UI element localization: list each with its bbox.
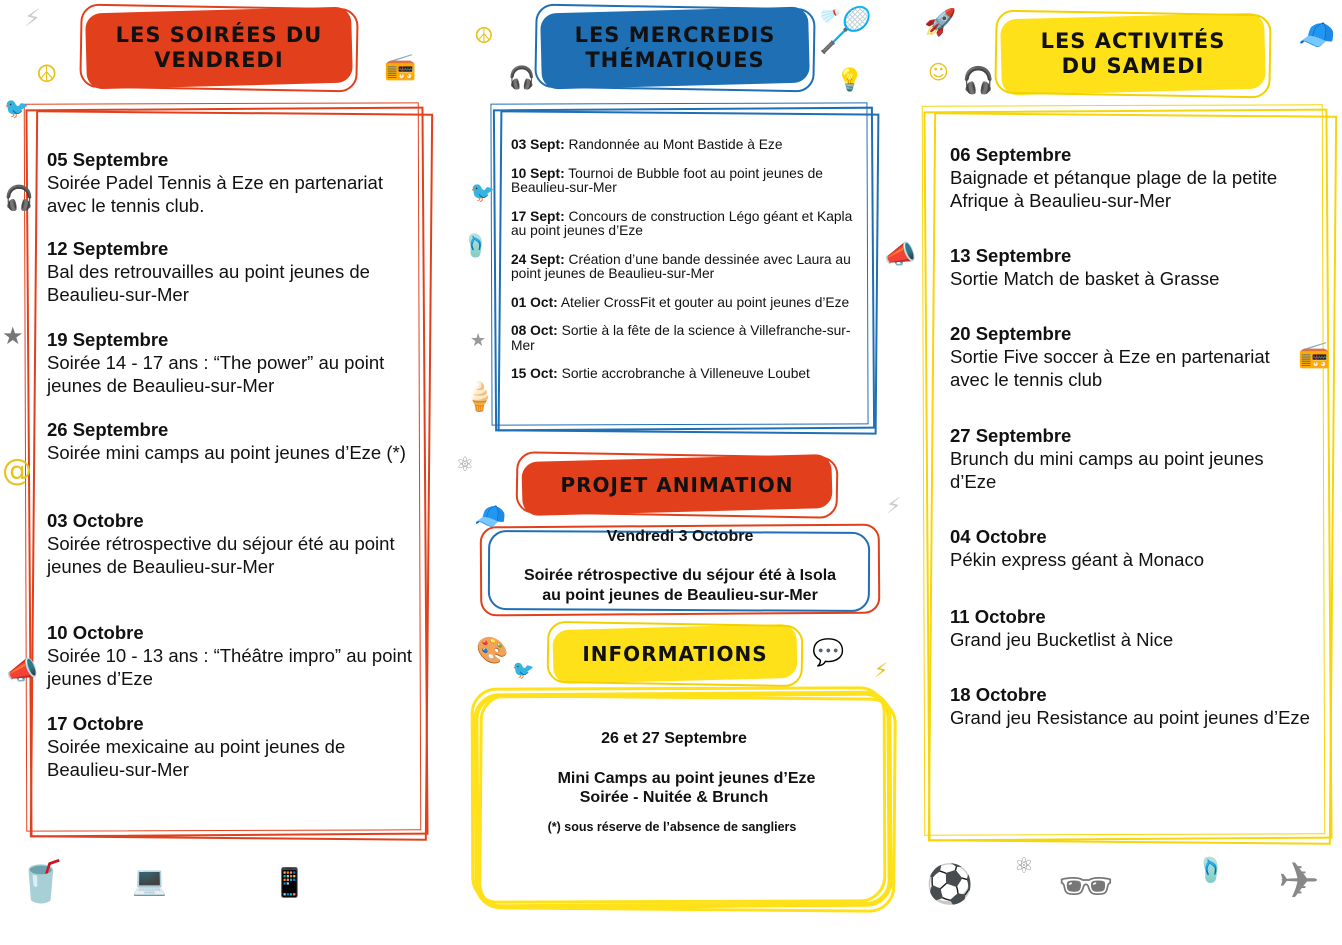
saturday-entry	[950, 424, 1310, 493]
entry-desc: Soirée rétrospective du séjour été au point jeunes de Beaulieu-sur-Mer	[47, 533, 395, 577]
friday-entry	[47, 328, 415, 397]
bird-icon: 🐦	[512, 660, 535, 681]
friday-entry	[47, 509, 415, 578]
friday-entry	[47, 237, 415, 306]
entry-desc: Baignade et pétanque plage de la petite Afrique à Beaulieu-sur-Mer	[950, 167, 1278, 211]
entry-desc: Bal des retrouvailles au point jeunes de Beaulieu-sur-Mer	[47, 261, 370, 305]
entry-date: 19 Septembre	[47, 329, 169, 350]
headphones-icon: 🎧	[4, 184, 34, 212]
wednesday-title-line2: THÉMATIQUES	[585, 48, 765, 72]
entry-date: 17 Octobre	[47, 713, 144, 734]
informations-line2: Soirée - Nuitée & Brunch	[579, 789, 769, 806]
informations-date: 26 et 27 Septembre	[601, 730, 747, 747]
plane-icon: ✈	[1278, 852, 1320, 910]
entry-date: 17 Sept:	[511, 208, 565, 224]
star-icon: ★	[2, 322, 24, 350]
entry-desc: Sortie Match de basket à Grasse	[950, 268, 1220, 289]
entry-desc: Soirée mini camps au point jeunes d’Eze (*)	[47, 442, 406, 463]
entry-date: 27 Septembre	[950, 425, 1072, 446]
entry-date: 13 Septembre	[950, 245, 1072, 266]
at-icon: @	[2, 453, 32, 488]
wednesday-entry	[511, 324, 861, 353]
entry-desc: Grand jeu Resistance au point jeunes d’Eze	[950, 707, 1310, 728]
informations-line1: Mini Camps au point jeunes d’Eze	[557, 770, 816, 787]
wednesday-entry	[511, 138, 861, 153]
radio-icon: 📻	[384, 52, 417, 82]
cap-icon: 🧢	[1298, 18, 1336, 53]
bird-icon: 🐦	[4, 96, 29, 120]
informations-title: INFORMATIONS	[582, 642, 768, 666]
icecream-icon: 🍦	[462, 380, 497, 413]
saturday-title-line1: LES ACTIVITÉS	[1040, 28, 1226, 53]
saturday-entry	[950, 322, 1310, 391]
entry-desc: Sortie à la fête de la science à Villefranche-sur-Mer	[511, 323, 851, 353]
projet-title-banner	[522, 458, 832, 512]
wednesday-title-banner	[541, 10, 809, 86]
friday-entry	[47, 148, 415, 217]
entry-date: 18 Octobre	[950, 684, 1047, 705]
entry-desc: Soirée 14 - 17 ans : “The power” au point jeunes de Beaulieu-sur-Mer	[47, 352, 385, 396]
entry-date: 15 Oct:	[511, 366, 558, 381]
friday-entry	[47, 712, 415, 781]
saturday-entry	[950, 605, 1173, 651]
radio-icon: 📻	[1298, 340, 1331, 370]
peace-icon: ☮	[474, 24, 494, 49]
entry-desc: Concours de construction Légo géant et Kapla au point jeunes d’Eze	[511, 208, 853, 238]
entry-desc: Soirée mexicaine au point jeunes de Beaulieu-sur-Mer	[47, 736, 346, 780]
entry-date: 05 Septembre	[47, 149, 169, 170]
wednesday-entry	[511, 210, 861, 239]
atom-icon: ⚛	[1014, 854, 1034, 879]
peace-icon: ☮	[36, 60, 58, 88]
ball-icon: ⚽	[926, 862, 974, 906]
star-icon: ★	[470, 330, 487, 351]
entry-desc: Création d’une bande dessinée avec Laura au point jeunes de Beaulieu-sur-Mer	[511, 251, 851, 281]
wednesday-list	[511, 138, 861, 396]
entry-desc: Soirée Padel Tennis à Eze en partenariat avec le tennis club.	[47, 172, 383, 216]
flipflops-icon: 🩴	[1196, 856, 1226, 884]
entry-desc: Brunch du mini camps au point jeunes d’Eze	[950, 448, 1264, 492]
friday-title-line2: VENDREDI	[154, 48, 284, 72]
wednesday-entry	[511, 167, 861, 196]
friday-entry	[47, 418, 406, 464]
wednesday-entry	[511, 253, 861, 282]
saturday-title-banner	[1001, 16, 1265, 92]
projet-date: Vendredi 3 Octobre	[606, 528, 754, 545]
entry-date: 10 Octobre	[47, 622, 144, 643]
entry-date: 11 Octobre	[950, 606, 1046, 627]
headphones-icon: 🎧	[962, 66, 995, 96]
informations-note: (*) sous réserve de l’absence de sangliers	[547, 820, 797, 834]
entry-desc: Atelier CrossFit et gouter au point jeunes d’Eze	[557, 294, 850, 310]
cap-icon: 🧢	[474, 502, 507, 532]
bulb-icon: 💡	[836, 68, 864, 93]
entry-date: 03 Octobre	[47, 510, 144, 531]
entry-date: 08 Oct:	[511, 323, 558, 338]
flipflops-icon: 🩴	[462, 234, 490, 259]
chat-icon: 💬	[812, 638, 845, 668]
saturday-entry	[950, 244, 1219, 290]
drink-icon: 🥤	[16, 859, 66, 905]
entry-date: 12 Septembre	[47, 238, 169, 259]
entry-date: 03 Sept:	[511, 137, 565, 152]
entry-date: 01 Oct:	[511, 294, 558, 310]
entry-date: 24 Sept:	[511, 251, 565, 267]
lightning-icon: ⚡	[886, 494, 902, 519]
projet-title: PROJET ANIMATION	[560, 473, 794, 497]
palette-icon: 🎨	[476, 636, 509, 666]
friday-title-line1: LES SOIRÉES DU	[115, 22, 323, 47]
entry-date: 26 Septembre	[47, 419, 169, 440]
entry-date: 06 Septembre	[950, 144, 1072, 165]
entry-desc: Sortie accrobranche à Villeneuve Loubet	[557, 366, 810, 381]
entry-desc: Randonnée au Mont Bastide à Eze	[564, 137, 783, 152]
sunglasses-icon: 🕶	[1058, 861, 1114, 912]
wednesday-entry	[511, 296, 861, 311]
lightning-icon: ⚡	[24, 4, 41, 32]
wednesday-entry	[511, 367, 861, 382]
friday-entry	[47, 621, 415, 690]
entry-desc: Tournoi de Bubble foot au point jeunes de Beaulieu-sur-Mer	[511, 165, 823, 195]
phone-icon: 📱	[272, 866, 307, 899]
friday-title-banner	[86, 10, 352, 86]
entry-desc: Soirée 10 - 13 ans : “Théâtre impro” au point jeunes d’Eze	[47, 645, 413, 689]
saturday-entry	[950, 143, 1310, 212]
badminton-icon: 🏸	[818, 5, 873, 56]
bird-icon: 🐦	[470, 180, 495, 204]
entry-date: 20 Septembre	[950, 323, 1072, 344]
entry-date: 04 Octobre	[950, 526, 1047, 547]
entry-desc: Sortie Five soccer à Eze en partenariat avec le tennis club	[950, 346, 1270, 390]
smiley-icon: ☺	[928, 60, 949, 84]
saturday-title-line2: DU SAMEDI	[1061, 54, 1205, 78]
lightning-icon: ⚡	[874, 658, 889, 682]
laptop-icon: 💻	[132, 864, 167, 897]
informations-title-banner	[553, 627, 797, 681]
headphones-icon: 🎧	[508, 66, 536, 91]
megaphone-icon: 📣	[6, 656, 39, 686]
megaphone-icon: 📣	[884, 240, 917, 270]
projet-desc-line1: Soirée rétrospective du séjour été à Isola	[523, 567, 837, 584]
projet-desc-line2: au point jeunes de Beaulieu-sur-Mer	[542, 587, 818, 604]
rocket-icon: 🚀	[924, 8, 957, 38]
entry-desc: Grand jeu Bucketlist à Nice	[950, 629, 1174, 650]
saturday-entry	[950, 683, 1310, 729]
entry-date: 10 Sept:	[511, 165, 565, 181]
wednesday-title-line1: LES MERCREDIS	[574, 22, 776, 47]
atom-icon: ⚛	[456, 452, 474, 476]
entry-desc: Pékin express géant à Monaco	[950, 549, 1205, 570]
saturday-entry	[950, 525, 1204, 571]
